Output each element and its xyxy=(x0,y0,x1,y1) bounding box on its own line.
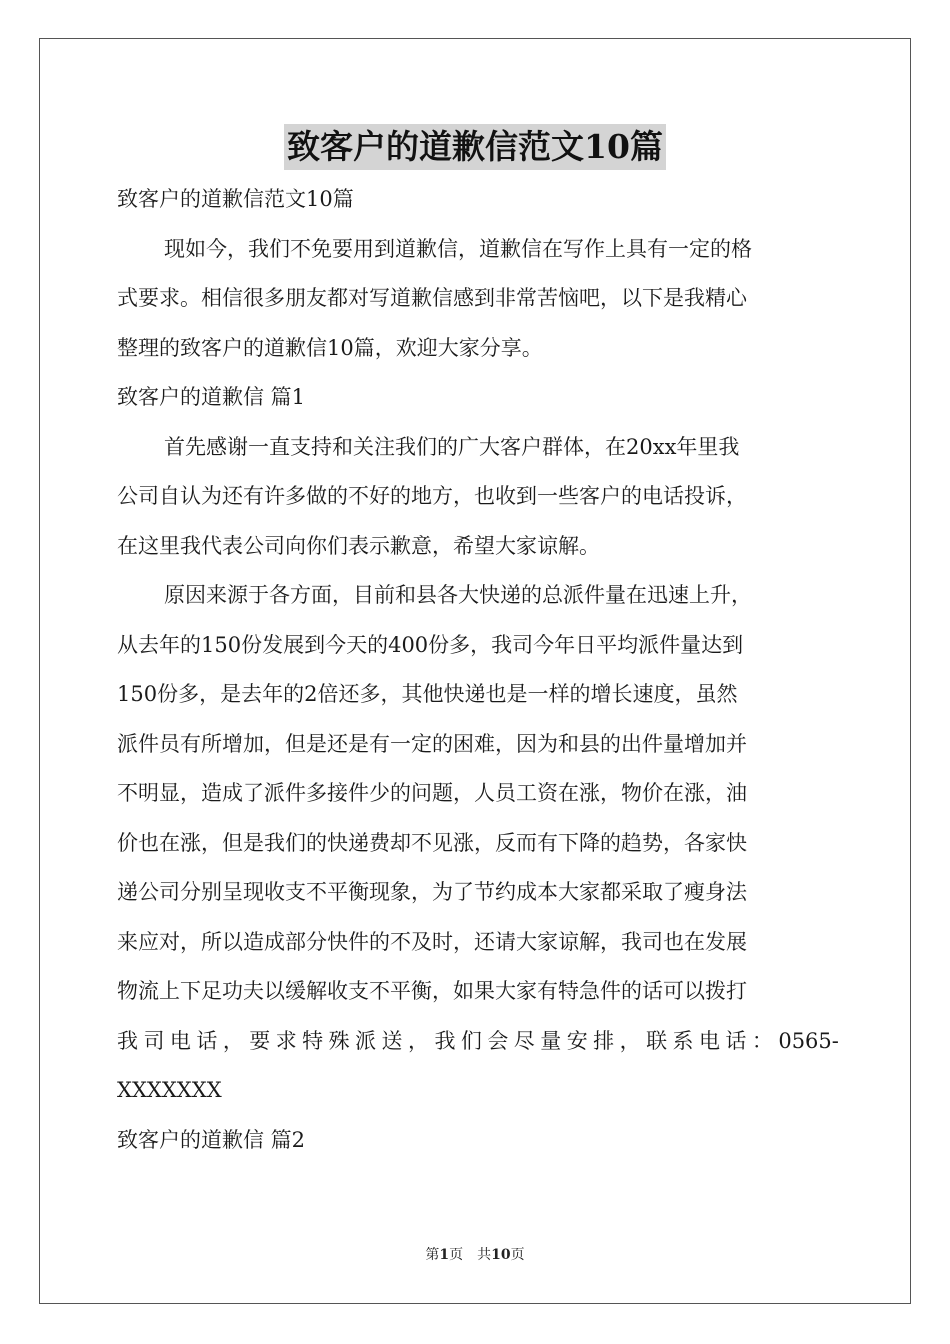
text-char: 话 xyxy=(196,1028,218,1053)
page-unit: 页 xyxy=(449,1247,464,1263)
text-char: ， xyxy=(619,1028,641,1053)
text-char: 会 xyxy=(487,1028,509,1053)
paragraph-line: 递公司分别呈现收支不平衡现象，为了节约成本大家都采取了瘦身法 xyxy=(117,880,747,904)
paragraph-line: 公司自认为还有许多做的不好的地方，也收到一些客户的电话投诉， xyxy=(117,484,747,508)
text-char: ， xyxy=(407,1028,429,1053)
paragraph-line: 派件员有所增加，但是还是有一定的困难，因为和县的出件量增加并 xyxy=(117,731,747,756)
text-char: 量 xyxy=(540,1028,562,1053)
paragraph-line: 从去年的150份发展到今天的400份多，我司今年日平均派件量达到 xyxy=(117,632,744,657)
section-heading: 致客户的道歉信 篇2 xyxy=(117,1127,306,1152)
text-char: 我 xyxy=(434,1028,456,1053)
paragraph-line: 整理的致客户的道歉信10篇，欢迎大家分享。 xyxy=(117,335,543,360)
title-container xyxy=(0,124,950,170)
text-char: 我 xyxy=(117,1028,138,1053)
text-char: 电 xyxy=(169,1028,191,1053)
text-char: ， xyxy=(222,1028,244,1053)
text-char: 尽 xyxy=(513,1028,535,1053)
paragraph-line: 在这里我代表公司向你们表示歉意，希望大家谅解。 xyxy=(117,533,600,558)
text-char: 要 xyxy=(249,1028,271,1053)
total-prefix: 共 xyxy=(477,1247,492,1263)
text-char: 系 xyxy=(672,1028,694,1053)
text-char: 排 xyxy=(593,1028,615,1053)
page-current: 1 xyxy=(439,1247,450,1263)
paragraph-line: 物流上下足功夫以缓解收支不平衡，如果大家有特急件的话可以拨打 xyxy=(117,979,747,1003)
subtitle-line: 致客户的道歉信范文10篇 xyxy=(117,187,354,211)
text-char: 话 xyxy=(725,1028,747,1053)
text-char: 0565- xyxy=(778,1028,839,1053)
paragraph-line: 150份多，是去年的2倍还多，其他快递也是一样的增长速度，虽然 xyxy=(117,682,738,706)
section-heading: 致客户的道歉信 篇1 xyxy=(117,385,306,409)
text-char: 司 xyxy=(143,1028,165,1053)
text-char: ： xyxy=(751,1028,773,1053)
page-prefix: 第 xyxy=(425,1247,440,1263)
paragraph-line: 不明显，造成了派件多接件少的问题，人员工资在涨，物价在涨，油 xyxy=(117,781,747,805)
text-char: 电 xyxy=(698,1028,720,1053)
text-char: 特 xyxy=(302,1028,324,1053)
justified-line xyxy=(117,1017,839,1067)
paragraph-line: 现如今，我们不免要用到道歉信，道歉信在写作上具有一定的格 xyxy=(164,236,752,261)
page-total: 10 xyxy=(491,1247,511,1263)
text-char: 安 xyxy=(566,1028,588,1053)
total-unit: 页 xyxy=(510,1247,525,1263)
text-char: 派 xyxy=(355,1028,377,1053)
paragraph-line: 价也在涨，但是我们的快递费却不见涨，反而有下降的趋势，各家快 xyxy=(117,830,747,855)
paragraph-line: 原因来源于各方面，目前和县各大快递的总派件量在迅速上升， xyxy=(164,583,752,607)
paragraph-line: XXXXXXX xyxy=(117,1078,222,1102)
text-char: 求 xyxy=(275,1028,297,1053)
text-char: 送 xyxy=(381,1028,403,1053)
document-body xyxy=(117,175,839,1165)
paragraph-line: 式要求。相信很多朋友都对写道歉信感到非常苦恼吧，以下是我精心 xyxy=(117,286,747,310)
paragraph-line: 来应对，所以造成部分快件的不及时，还请大家谅解，我司也在发展 xyxy=(117,929,747,954)
paragraph-line: 首先感谢一直支持和关注我们的广大客户群体，在20xx年里我 xyxy=(164,434,740,459)
text-char: 殊 xyxy=(328,1028,350,1053)
document-title: 致客户的道歉信范文10篇 xyxy=(284,124,666,170)
page-footer xyxy=(0,1244,950,1264)
text-char: 联 xyxy=(646,1028,668,1053)
text-char: 们 xyxy=(460,1028,482,1053)
